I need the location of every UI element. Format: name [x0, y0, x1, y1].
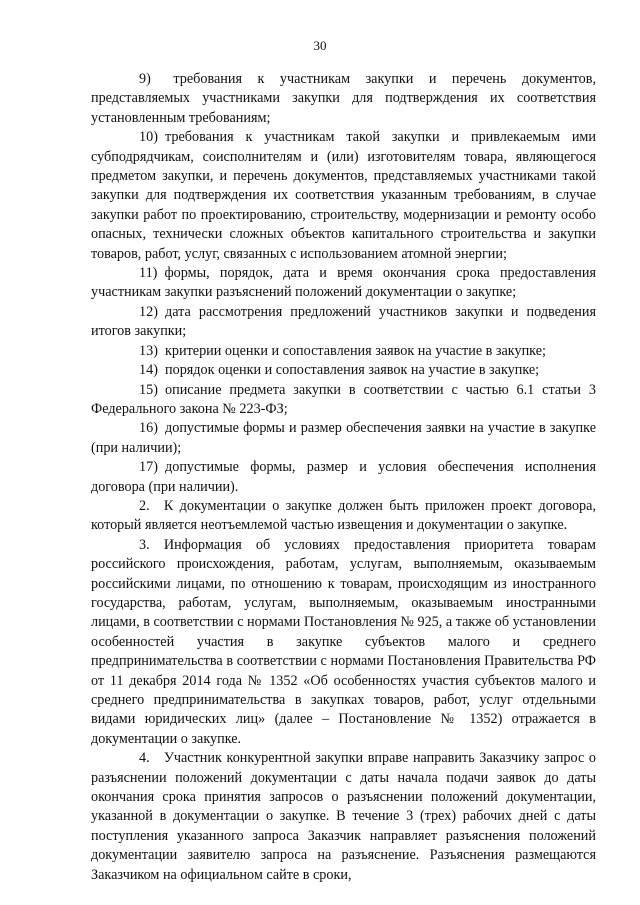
paragraph-item-17: 17) допустимые формы, размер и условия обеспечения исполнения договора (при наличии).	[91, 459, 596, 495]
paragraph-item-10: 10) требования к участникам такой закупки и привлекаемым ими субподрядчикам, соисполнителям и (или) изготовителям товара, являющегося предметом закупки, и перечень документов, представляемых участниками такой закупки для подтверждения их соответствия указанным требованиям, в случае закупки работ по проектированию, строительству, модернизации и ремонту особо опасных, технически сложных объектов капитального строительства и закупки товаров, работ, услуг, связанных с использованием атомной энергии;	[91, 129, 596, 262]
paragraph-section-3: 3. Информация об условиях предоставления приоритета товарам российского происхождения, работам, услугам, выполняемым, оказываемым российскими лицами, по отношению к товарам, происходящим из иностранного государства, работам, услугам, выполняемым, оказываемым иностранными лицами, в соответствии с нормами Постановления № 925, а также об установлении особенностей участия в закупке субъектов малого и среднего предпринимательства в соответствии с нормами Постановления Правительства РФ от 11 декабря 2014 года № 1352 «Об особенностях участия субъектов малого и среднего предпринимательства в закупках товаров, работ, услуг отдельными видами юридических лиц» (далее – Постановление № 1352) отражается в документации о закупке.	[91, 536, 596, 747]
paragraph-section-4: 4. Участник конкурентной закупки вправе направить Заказчику запрос о разъяснении положений документации с даты начала подачи заявок до даты окончания срока принятия запросов о разъяснении положений документации, указанной в документации о закупке. В течение 3 (трех) рабочих дней с даты поступления указанного запроса Заказчик направляет разъяснения положений документации заявителю запроса на разъяснение. Разъяснения размещаются Заказчиком на официальном сайте в сроки,	[91, 750, 596, 883]
paragraph-item-12: 12) дата рассмотрения предложений участников закупки и подведения итогов закупки;	[91, 303, 596, 340]
paragraph-item-16: 16) допустимые формы и размер обеспечения заявки на участие в закупке (при наличии);	[91, 420, 596, 456]
paragraph-item-11: 11) формы, порядок, дата и время окончания срока предоставления участникам закупки разъяснений положений документации о закупке;	[91, 265, 596, 301]
document-body	[91, 70, 596, 885]
paragraph-section-2: 2. К документации о закупке должен быть приложен проект договора, который является неотъемлемой частью извещения и документации о закупке.	[91, 497, 596, 534]
paragraph-item-15: 15) описание предмета закупки в соответствии с частью 6.1 статьи 3 Федерального закона № 223-ФЗ;	[91, 381, 596, 417]
paragraph-item-9: 9) требования к участникам закупки и перечень документов, представляемых участниками закупки для подтверждения их соответствия установленным требованиям;	[91, 71, 596, 126]
paragraph-item-13: 13) критерии оценки и сопоставления заявок на участие в закупке;	[139, 342, 546, 359]
page-number: 30	[313, 38, 327, 53]
paragraph-item-14: 14) порядок оценки и сопоставления заявок на участие в закупке;	[139, 362, 540, 379]
